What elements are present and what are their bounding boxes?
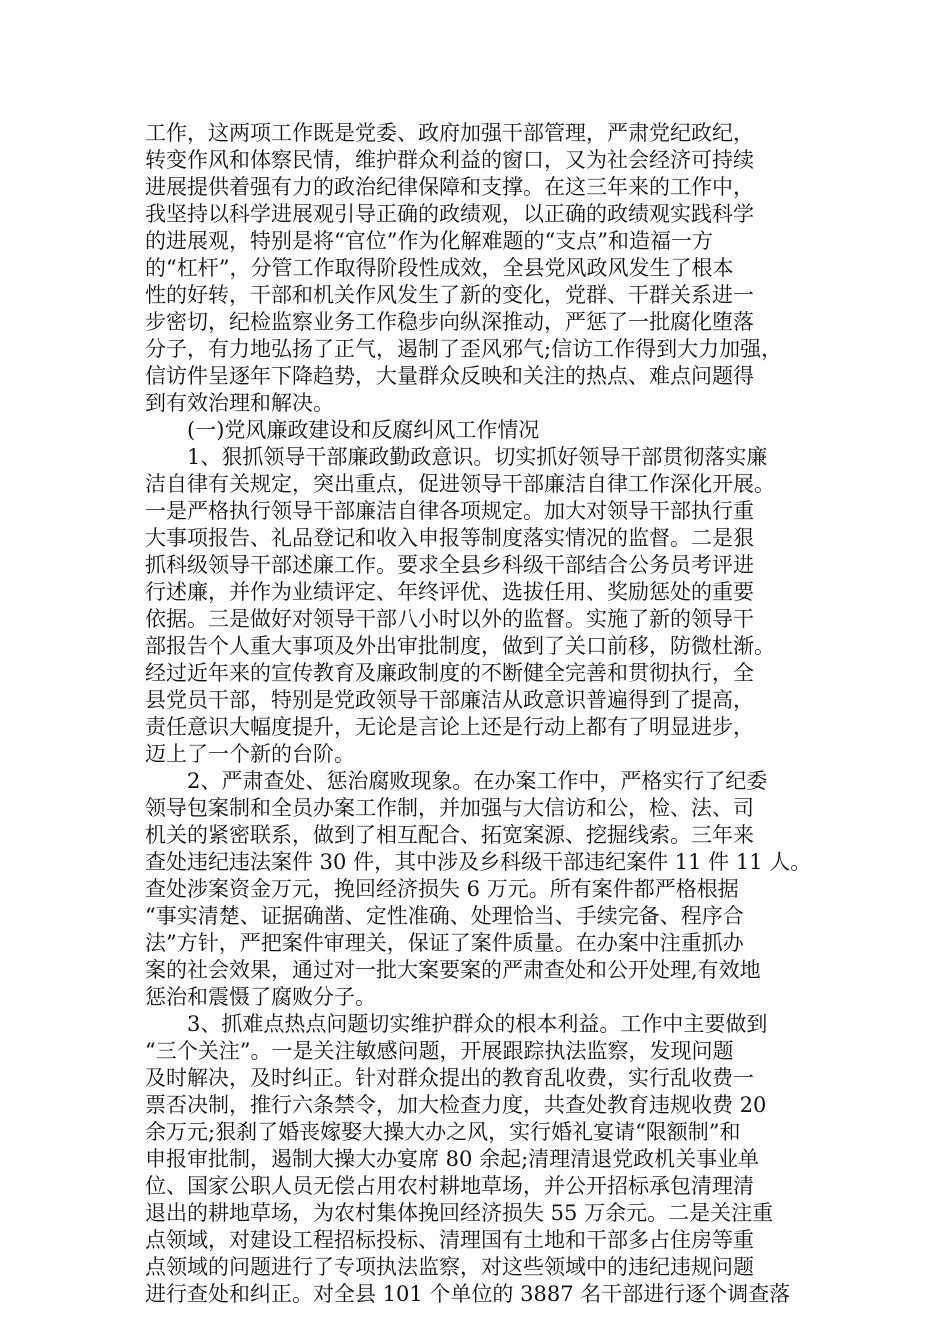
text-line: 申报审批制，遏制大操大办宴席 80 余起;清理清退党政机关事业单 bbox=[145, 1147, 760, 1171]
text-line: 大事项报告、礼品登记和收入申报等制度落实情况的监督。二是狠 bbox=[145, 526, 754, 550]
text-line: 进行查处和纠正。对全县 101 个单位的 3887 名干部进行逐个调查落 bbox=[145, 1282, 791, 1306]
text-line: 行述廉，并作为业绩评定、年终评优、选拔任用、奖励惩处的重要 bbox=[145, 580, 754, 604]
document-body bbox=[145, 120, 817, 1308]
text-line: 领导包案制和全员办案工作制，并加强与大信访和公，检、法、司 bbox=[145, 796, 754, 820]
text-line: 的“杠杆”，分管工作取得阶段性成效，全县党风政风发生了根本 bbox=[145, 256, 734, 280]
text-line: 进展提供着强有力的政治纪律保障和支撑。在这三年来的工作中， bbox=[145, 175, 754, 199]
text-line: 经过近年来的宣传教育及廉政制度的不断健全完善和贯彻执行，全 bbox=[145, 661, 754, 685]
paragraph-start-line: 3、抓难点热点问题切实维护群众的根本利益。工作中主要做到 bbox=[187, 1012, 768, 1036]
text-line: 案的社会效果，通过对一批大案要案的严肃查处和公开处理,有效地 bbox=[145, 958, 761, 982]
text-line: “三个关注”。一是关注敏感问题，开展跟踪执法监察，发现问题 bbox=[145, 1039, 734, 1063]
text-line: 工作，这两项工作既是党委、政府加强干部管理，严肃党纪政纪， bbox=[145, 121, 754, 145]
text-line: 惩治和震慑了腐败分子。 bbox=[145, 985, 376, 1009]
text-line: 机关的紧密联系，做到了相互配合、拓宽案源、挖掘线索。三年来 bbox=[145, 823, 754, 847]
text-line: 洁自律有关规定，突出重点，促进领导干部廉洁自律工作深化开展。 bbox=[145, 472, 775, 496]
paragraph-start-line: 2、严肃查处、惩治腐败现象。在办案工作中，严格实行了纪委 bbox=[187, 769, 768, 793]
text-line: 性的好转，干部和机关作风发生了新的变化，党群、干群关系进一 bbox=[145, 283, 754, 307]
text-line: 抓科级领导干部述廉工作。要求全县乡科级干部结合公务员考评进 bbox=[145, 553, 754, 577]
text-line: 转变作风和体察民情，维护群众利益的窗口，又为社会经济可持续 bbox=[145, 148, 754, 172]
text-line: 到有效治理和解决。 bbox=[145, 391, 334, 415]
text-line: 点领域，对建设工程招标投标、清理国有土地和干部多占住房等重 bbox=[145, 1228, 754, 1252]
paragraph-start-line: 1、狠抓领导干部廉政勤政意识。切实抓好领导干部贯彻落实廉 bbox=[187, 445, 768, 469]
text-line: 依据。三是做好对领导干部八小时以外的监督。实施了新的领导干 bbox=[145, 607, 754, 631]
text-line: 查处违纪违法案件 30 件，其中涉及乡科级干部违纪案件 11 件 11 人。 bbox=[145, 850, 812, 874]
text-line: 点领域的问题进行了专项执法监察，对这些领域中的违纪违规问题 bbox=[145, 1255, 754, 1279]
text-line: 部报告个人重大事项及外出审批制度，做到了关口前移，防微杜渐。 bbox=[145, 634, 775, 658]
text-line: 的进展观，特别是将“官位”作为化解难题的“支点”和造福一方 bbox=[145, 229, 713, 253]
text-line: 县党员干部，特别是党政领导干部廉洁从政意识普遍得到了提高， bbox=[145, 688, 754, 712]
text-line: 余万元;狠刹了婚丧嫁娶大操大办之风，实行婚礼宴请“限额制”和 bbox=[145, 1120, 741, 1144]
text-line: “事实清楚、证据确凿、定性准确、处理恰当、手续完备、程序合 bbox=[145, 904, 744, 928]
text-line: 一是严格执行领导干部廉洁自律各项规定。加大对领导干部执行重 bbox=[145, 499, 754, 523]
text-line: 责任意识大幅度提升，无论是言论上还是行动上都有了明显进步， bbox=[145, 715, 754, 739]
text-line: 步密切，纪检监察业务工作稳步向纵深推动，严惩了一批腐化堕落 bbox=[145, 310, 754, 334]
text-line: 我坚持以科学进展观引导正确的政绩观，以正确的政绩观实践科学 bbox=[145, 202, 754, 226]
paragraph-start-line: (一)党风廉政建设和反腐纠风工作情况 bbox=[187, 418, 540, 442]
text-line: 退出的耕地草场，为农村集体挽回经济损失 55 万余元。二是关注重 bbox=[145, 1201, 774, 1225]
text-line: 迈上了一个新的台阶。 bbox=[145, 742, 355, 766]
text-line: 位、国家公职人员无偿占用农村耕地草场，并公开招标承包清理清 bbox=[145, 1174, 754, 1198]
text-line: 法”方针，严把案件审理关，保证了案件质量。在办案中注重抓办 bbox=[145, 931, 744, 955]
text-line: 及时解决，及时纠正。针对群众提出的教育乱收费，实行乱收费一 bbox=[145, 1066, 754, 1090]
text-line: 查处涉案资金万元，挽回经济损失 6 万元。所有案件都严格根据 bbox=[145, 877, 739, 901]
text-line: 信访件呈逐年下降趋势，大量群众反映和关注的热点、难点问题得 bbox=[145, 364, 754, 388]
text-line: 分子，有力地弘扬了正气，遏制了歪风邪气;信访工作得到大力加强， bbox=[145, 337, 783, 361]
text-line: 票否决制，推行六条禁令，加大检查力度，共查处教育违规收费 20 bbox=[145, 1093, 767, 1117]
